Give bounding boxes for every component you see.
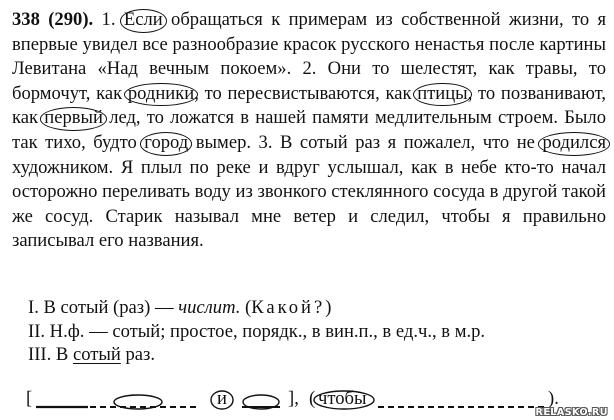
circled-word-esli: Если [124, 8, 163, 33]
scheme-bracket-open: [ [26, 388, 33, 409]
exercise-number: 338 (290). [12, 9, 94, 30]
analysis-text: I. В сотый (раз) — [28, 297, 174, 318]
circled-word-rodniki: родники [128, 82, 194, 107]
scheme-word-chtoby: чтобы [318, 388, 367, 409]
text-run: художником. Я плыл по реке и вдруг услышал, как в небе кто-то начал осторожно переливать воду из звонкого стеклянного сосуда в другой такой же сосуд. Старик называл мне ветер и следил, чтобы я правильно записывал его названия. [12, 156, 606, 252]
scheme-paren-close: ). [548, 388, 559, 409]
scheme-bracket-close: ], [288, 388, 299, 409]
question: Какой? [251, 297, 326, 318]
analysis-line-1 [28, 296, 485, 320]
text-run: , то позванивают, как [12, 82, 606, 129]
watermark: RELASKO.RU [535, 407, 608, 418]
circled-word-pervyi: первый [44, 106, 103, 131]
word-analysis [28, 296, 485, 367]
part-of-speech: числит. [178, 297, 241, 318]
text-run: обращаться к примерам из собственной жизни, то я впервые увидел все разнообразие красок русского ненастья после картины Левитана «Над вечным покоем». 2. Они то шелестят, как травы, то бормочут, как [12, 9, 607, 104]
sentence-number: 1. [101, 9, 116, 30]
scheme-graphics [26, 386, 586, 416]
circled-word-gorod: город [144, 131, 188, 156]
scheme-conjunction-i: и [217, 388, 227, 409]
circled-word-rodilsya: родился [542, 131, 606, 156]
analysis-text: раз. [125, 344, 156, 365]
scheme-paren-open: ( [309, 388, 316, 409]
text-run: , то пересвистываются, как [194, 82, 412, 104]
analysis-text: III. В [28, 344, 69, 365]
exercise-text [12, 8, 606, 254]
analysis-line-3 [28, 343, 485, 367]
text-run: лед, то ложатся в нашей памяти медлительным строем. Было так тихо, будто [12, 107, 606, 153]
paren: ) [325, 297, 332, 318]
text-run: вымер. 3. В сотый раз я пожалел, что не [195, 131, 535, 153]
circled-word-ptitsy: птицы [417, 82, 467, 107]
analysis-line-2: II. Н.ф. — сотый; простое, порядк., в вин.п., в ед.ч., в м.р. [28, 320, 486, 342]
paren: ( [245, 297, 252, 318]
underlined-word: сотый [72, 344, 121, 365]
